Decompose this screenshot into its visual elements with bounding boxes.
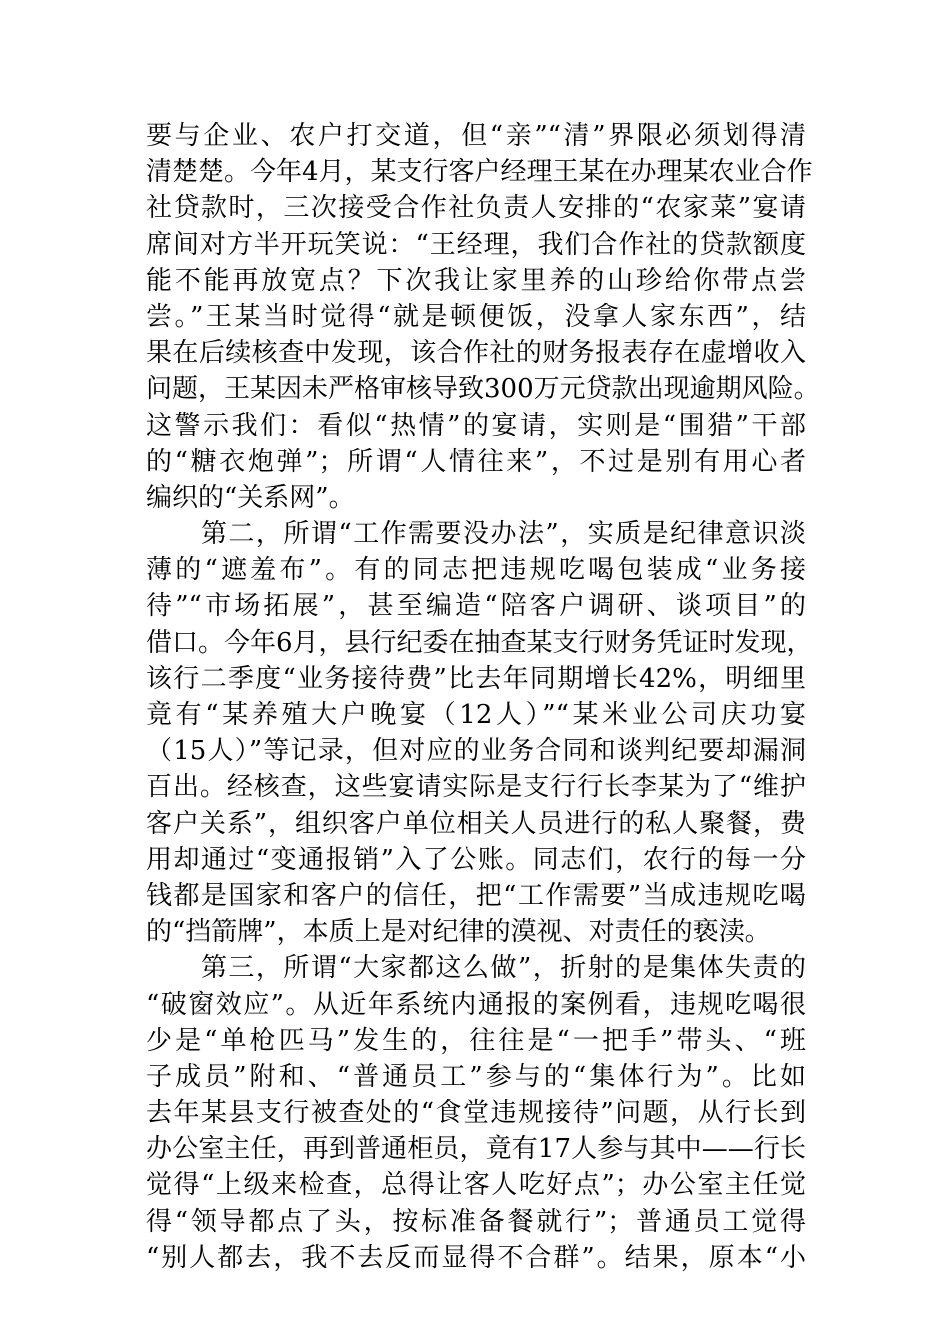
text-line-22: 钱都是国家和客户的信任，把“工作需要”当成违规吃喝 (146, 880, 806, 911)
text-line-27: 子成员”附和、“普通员工”参与的“集体行为”。比如 (146, 1061, 806, 1092)
text-line-32: “别人都去，我不去反而显得不合群”。结果，原本“小 (146, 1242, 806, 1273)
text-line-19: 百出。经核查，这些宴请实际是支行行长李某为了“维护 (146, 772, 806, 803)
text-line-2: 清楚楚。今年4月，某支行客户经理王某在办理某农业合作 (146, 157, 813, 188)
text-line-3: 社贷款时，三次接受合作社负责人安排的“农家菜”宴请 (146, 193, 806, 224)
text-line-4: 席间对方半开玩笑说：“王经理，我们合作社的贷款额度 (146, 229, 806, 260)
text-line-28: 去年某县支行被查处的“食堂违规接待”问题，从行长到 (146, 1098, 806, 1129)
text-line-16: 该行二季度“业务接待费”比去年同期增长42%，明细里 (146, 663, 806, 694)
text-line-31: 得“领导都点了头，按标准备餐就行”；普通员工觉得 (146, 1206, 806, 1237)
text-line-9: 这警示我们：看似“热情”的宴请，实则是“围猎”干部 (146, 410, 806, 441)
text-line-6: 尝。”王某当时觉得“就是顿便饭，没拿人家东西”，结 (146, 301, 806, 332)
text-line-11: 编织的“关系网”。 (146, 482, 355, 513)
text-line-29: 办公室主任，再到普通柜员，竟有17人参与其中——行长 (146, 1134, 806, 1165)
text-line-24: 第三，所谓“大家都这么做”，折射的是集体失责的 (146, 953, 806, 984)
text-line-7: 果在后续核查中发现，该合作社的财务报表存在虚增收入 (146, 338, 806, 369)
text-line-1: 要与企业、农户打交道，但“亲”“清”界限必须划得清 (146, 121, 806, 151)
text-line-8: 问题，王某因未严格审核导致300万元贷款出现逾期风险。 (146, 374, 820, 405)
text-line-25: “破窗效应”。从近年系统内通报的案例看，违规吃喝很 (146, 989, 806, 1020)
text-line-10: 的“糖衣炮弹”；所谓“人情往来”，不过是别有用心者 (146, 446, 806, 477)
text-line-21: 用却通过“变通报销”入了公账。同志们，农行的每一分 (146, 844, 806, 875)
text-line-13: 薄的“遮羞布”。有的同志把违规吃喝包装成“业务接 (146, 555, 806, 586)
text-line-26: 少是“单枪匹马”发生的，往往是“一把手”带头、“班 (146, 1025, 806, 1056)
text-line-30: 觉得“上级来检查，总得让客人吃好点”；办公室主任觉 (146, 1170, 806, 1201)
text-line-23: 的“挡箭牌”，本质上是对纪律的漠视、对责任的亵渎。 (146, 917, 771, 948)
text-line-12: 第二，所谓“工作需要没办法”，实质是纪律意识淡 (146, 519, 806, 550)
body-text (146, 118, 820, 1276)
text-line-14: 待”“市场拓展”，甚至编造“陪客户调研、谈项目”的 (146, 591, 806, 622)
text-line-15: 借口。今年6月，县行纪委在抽查某支行财务凭证时发现， (146, 627, 813, 658)
text-line-5: 能不能再放宽点？下次我让家里养的山珍给你带点尝 (146, 265, 806, 296)
text-line-18: （15人）”等记录，但对应的业务合同和谈判纪要却漏洞 (146, 736, 806, 767)
text-line-20: 客户关系”，组织客户单位相关人员进行的私人聚餐，费 (146, 808, 806, 839)
text-line-17: 竟有“某养殖大户晚宴（12人）”“某米业公司庆功宴 (146, 700, 806, 730)
